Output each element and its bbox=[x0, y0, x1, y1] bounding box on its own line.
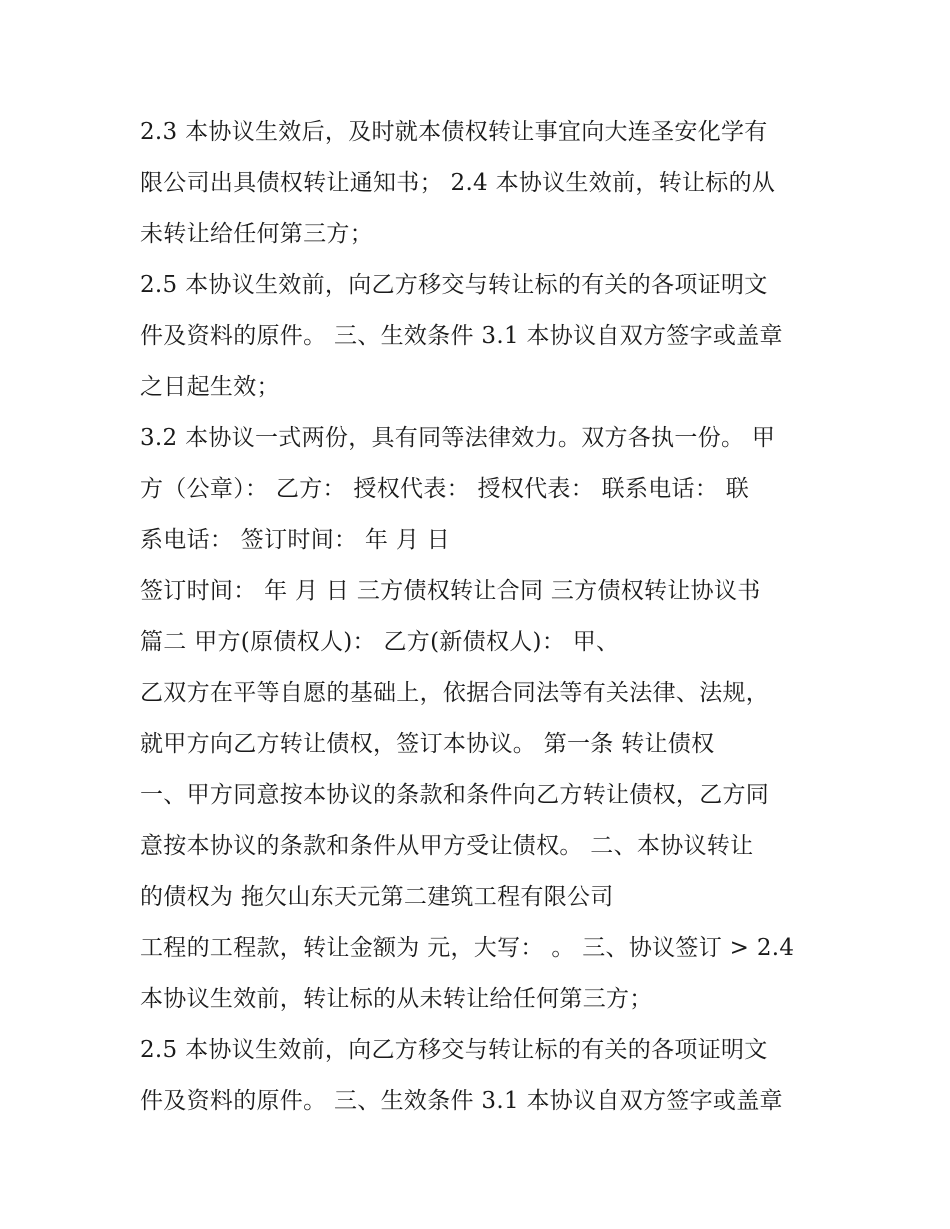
text-line: 2.5 本协议生效前，向乙方移交与转让标的有关的各项证明文 bbox=[140, 272, 768, 298]
text-line: 限公司出具债权转让通知书； 2.4 本协议生效前，转让标的从 bbox=[140, 170, 776, 196]
text-line: 一、甲方同意按本协议的条款和条件向乙方转让债权，乙方同 bbox=[140, 782, 770, 808]
text-line: 工程的工程款，转让金额为 元，大写： 。 三、协议签订 > 2.4 bbox=[140, 935, 795, 961]
text-line: 方（公章）： 乙方： 授权代表： 授权代表： 联系电话： 联 bbox=[140, 476, 750, 502]
text-line: 意按本协议的条款和条件从甲方受让债权。 二、本协议转让 bbox=[140, 833, 754, 859]
text-line: 乙双方在平等自愿的基础上，依据合同法等有关法律、法规， bbox=[140, 680, 770, 706]
text-line: 之日起生效； bbox=[140, 374, 280, 400]
text-line: 2.3 本协议生效后，及时就本债权转让事宜向大连圣安化学有 bbox=[140, 119, 768, 145]
text-line: 签订时间： 年 月 日 三方债权转让合同 三方债权转让协议书 bbox=[140, 578, 761, 604]
text-line: 件及资料的原件。 三、生效条件 3.1 本协议自双方签字或盖章 bbox=[140, 323, 783, 349]
text-line: 就甲方向乙方转让债权，签订本协议。 第一条 转让债权 bbox=[140, 731, 715, 757]
text-line: 的债权为 拖欠山东天元第二建筑工程有限公司 bbox=[140, 884, 614, 910]
text-line: 2.5 本协议生效前，向乙方移交与转让标的有关的各项证明文 bbox=[140, 1037, 768, 1063]
text-line: 件及资料的原件。 三、生效条件 3.1 本协议自双方签字或盖章 bbox=[140, 1088, 783, 1114]
text-line: 本协议生效前，转让标的从未转让给任何第三方； bbox=[140, 986, 653, 1012]
document-body bbox=[140, 107, 820, 1127]
text-line: 篇二 甲方(原债权人)： 乙方(新债权人)： 甲、 bbox=[140, 629, 620, 655]
text-line: 系电话： 签订时间： 年 月 日 bbox=[140, 527, 451, 553]
text-line: 未转让给任何第三方； bbox=[140, 221, 373, 247]
text-line: 3.2 本协议一式两份，具有同等法律效力。双方各执一份。 甲 bbox=[140, 425, 776, 451]
